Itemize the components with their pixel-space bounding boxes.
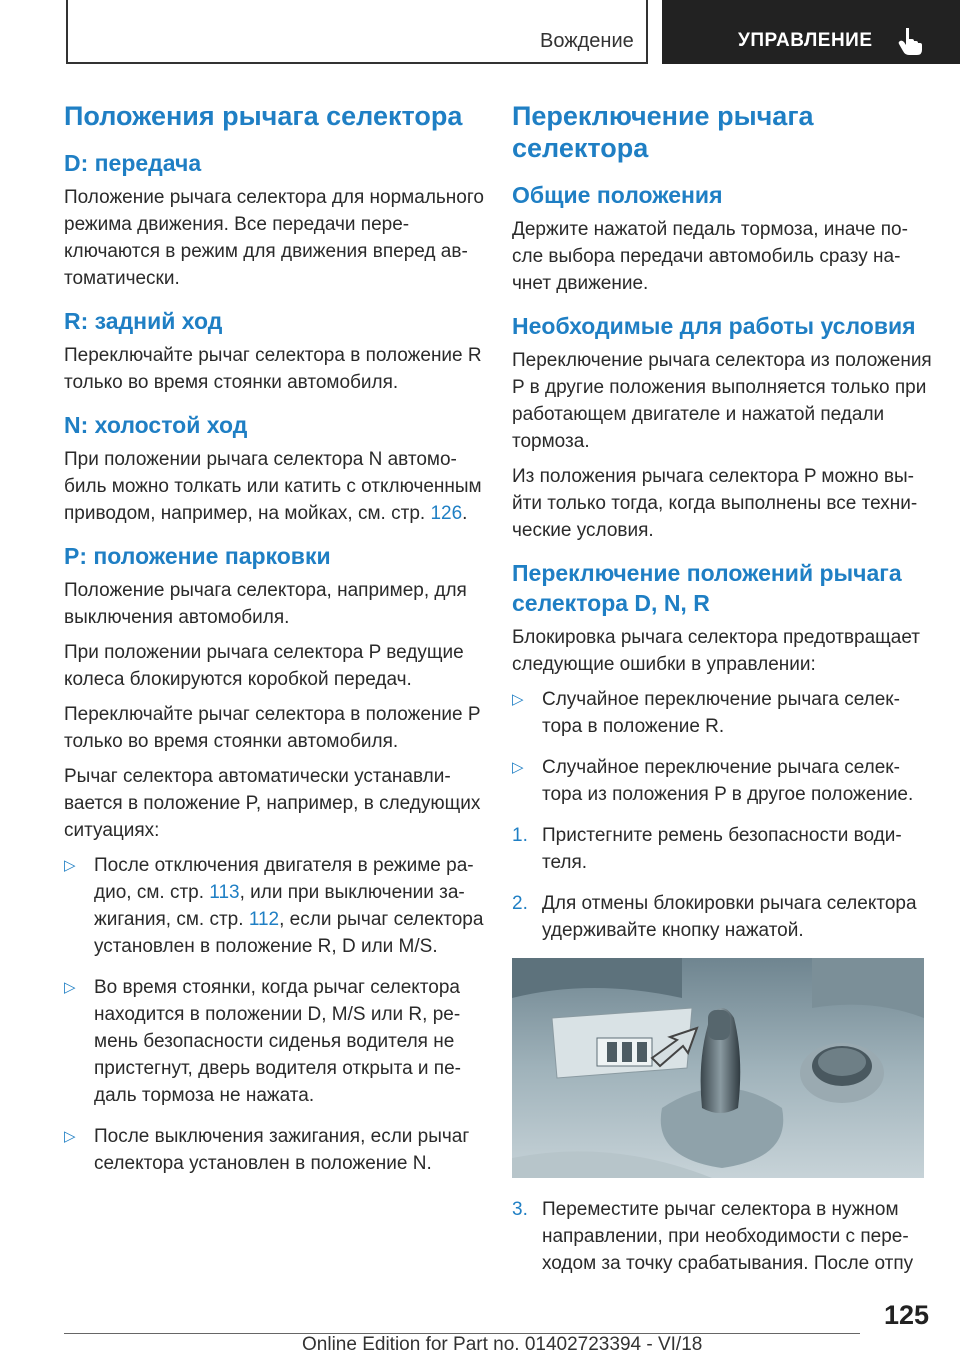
step-item [512,822,932,876]
step-number: 2. [512,893,528,914]
page-ref-prefix: стр. [391,503,426,524]
paragraph-n [64,446,484,527]
paragraph-conditions-1: Переключение рычага селектора из положения P в другие положения выполняется только при работающем двигателе и нажатой педали тормоза. [512,350,932,452]
section-title: Переключение рычага селектора [512,101,814,163]
list-item [512,754,932,808]
paragraph-r: Переключайте рычаг селектора в положение R только во время стоянки автомобиля. [64,345,482,393]
paragraph-p-4: Рычаг селектора автоматически устанавливается в положение P, например, в следующих ситуациях: [64,766,481,841]
header-section-title: Вождение [540,30,634,52]
step-item [512,890,932,944]
step-number: 3. [512,1199,528,1220]
gear-selector-photo [512,958,924,1178]
list-item-text: После отключения двигателя в режиме радио, см. стр. [94,855,474,903]
paragraph-conditions-2: Из положения рычага селектора P можно выйти только тогда, когда выполнены все технические условия. [512,466,918,541]
list-item-text: , если рычаг селектора установлен в положение R, D или M/S. [94,909,484,957]
triangle-bullet-icon: ▷ [512,691,524,708]
paragraph-general: Держите нажатой педаль тормоза, иначе после выбора передачи автомобиль сразу начнет движение. [512,219,908,294]
right-column [512,100,932,1291]
list-item-text: Случайное переключение рычага селектора из положения P в другое положение. [542,757,914,805]
paragraph-switching: Блокировка рычага селектора предотвращает следующие ошибки в управлении: [512,627,920,675]
paragraph-n-text: При положении рычага селектора N автомобиль можно толкать или катить с отключенным приводом, например, на мойках, см. [64,449,482,524]
list-item-text: После выключения зажигания, если рычаг селектора установлен в положение N. [94,1126,470,1174]
section-title: Положения рычага селектора [64,101,463,131]
step-item [512,1196,932,1277]
page-ref-suffix: . [462,503,468,524]
paragraph-p-1: Положение рычага селектора, например, для выключения автомобиля. [64,580,467,628]
page-link-113[interactable]: 113 [209,882,240,903]
paragraph-p-2: При положении рычага селектора P ведущие колеса блокируются коробкой передач. [64,642,464,690]
heading-general: Общие положения [512,182,723,208]
header-chapter-label: УПРАВЛЕНИЕ [738,30,873,51]
list-item [512,686,932,740]
triangle-bullet-icon: ▷ [64,979,76,996]
step-number: 1. [512,825,528,846]
page-link-112[interactable]: 112 [248,909,280,930]
heading-d: D: передача [64,150,202,176]
page-number: 125 [884,1300,930,1330]
triangle-bullet-icon: ▷ [64,1128,76,1145]
step-text: Для отмены блокировки рычага селектора удерживайте кнопку нажатой. [542,893,917,941]
page-link-126[interactable]: 126 [430,503,463,524]
heading-conditions: Необходимые для работы условия [512,313,916,339]
paragraph-p-3: Переключайте рычаг селектора в положение P только во время стоянки автомобиля. [64,704,481,752]
step-text: Переместите рычаг селектора в нужном направлении, при необходимости с переходом за точку срабатывания. После отпу [542,1199,914,1274]
list-item [64,1123,484,1177]
heading-switching: Переключение положений рычага селектора D, N, R [512,560,902,616]
triangle-bullet-icon: ▷ [64,857,76,874]
list-item-text: , или при выключении зажигания, см. стр. [94,882,465,930]
heading-r: R: задний ход [64,308,223,334]
hand-pointer-icon [896,26,924,56]
list-item [64,852,484,960]
list-item [64,974,484,1109]
step-text: Пристегните ремень безопасности водителя. [542,825,902,873]
list-item-text: Случайное переключение рычага селектора в положение R. [542,689,900,737]
footer-edition: Online Edition for Part no. 01402723394 - VI/18 [302,1334,703,1355]
heading-p: P: положение парковки [64,543,331,569]
triangle-bullet-icon: ▷ [512,759,524,776]
left-column [64,100,484,1191]
heading-n: N: холостой ход [64,412,248,438]
list-item-text: Во время стоянки, когда рычаг селектора находится в положении D, M/S или R, ремень безопасности сиденья водителя не пристегнут, дверь водителя открыта и педаль тормоза не нажата. [94,977,461,1106]
paragraph-d: Положение рычага селектора для нормального режима движения. Все передачи переключаются в режим для движения вперед автоматически. [64,187,484,289]
